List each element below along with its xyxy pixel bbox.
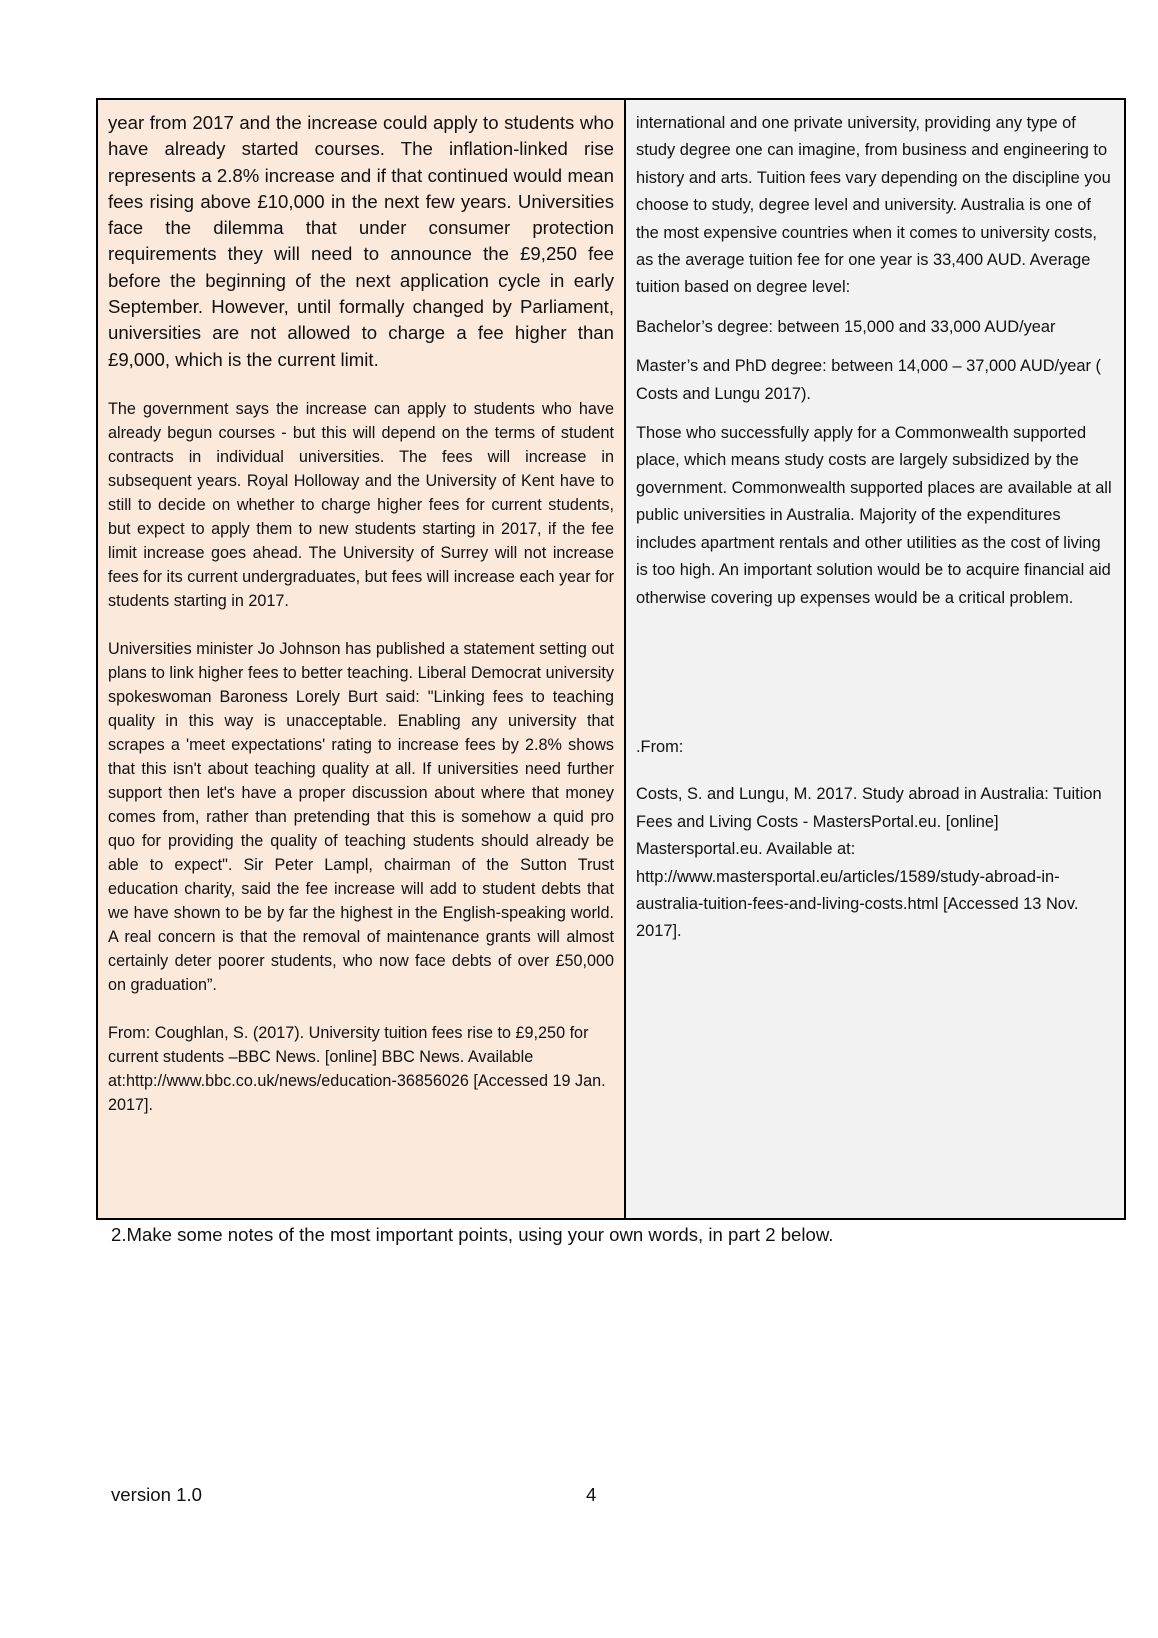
right-from-label: .From: (636, 737, 684, 756)
right-paragraph-intro: international and one private university, providing any type of study degree one can imagine, from business and engineering to history and arts. Tuition fees vary depending on the discipline you choose to study, degree level and university. Australia is one of the most expensive countries when it comes to university costs, as the average tuition fee for one year is 33,400 AUD. Average tuition based on degree level: (636, 114, 1111, 297)
right-column-australia-fees (626, 100, 1124, 1218)
right-bachelor-degree: Bachelor’s degree: between 15,000 and 33,000 AUD/year (636, 317, 1056, 336)
left-paragraph-government: The government says the increase can apply to students who have already begun courses - but this will depend on the terms of student contracts in individual universities. The fees will increase in subsequent years. Royal Holloway and the University of Kent have to still to decide on whether to charge higher fees for current students, but expect to apply them to new students starting in 2017, if the fee limit increase goes ahead. The University of Surrey will not increase fees for its current undergraduates, but fees will increase each year for students starting in 2017. (108, 399, 614, 610)
left-column-uk-fees (98, 100, 626, 1218)
left-paragraph-minister: Universities minister Jo Johnson has published a statement setting out plans to link higher fees to better teaching. Liberal Democrat university spokeswoman Baroness Lorely Burt said: "Linking fees to teaching quality in this way is unacceptable. Enabling any university that scrapes a 'meet expectations' rating to increase fees by 2.8% shows that this isn't about teaching quality at all. If universities need further support then let's have a proper discussion about where that money comes from, rather than pretending that this is somehow a quid pro quo for providing the quality of teaching students should already be able to expect". Sir Peter Lampl, chairman of the Sutton Trust education charity, said the fee increase will add to student debts that we have shown to be by far the highest in the English-speaking world. A real concern is that the removal of maintenance grants will almost certainly deter poorer students, who now face debts of over £50,000 on graduation”. (108, 639, 614, 994)
spacer (636, 624, 1112, 734)
left-lead-paragraph: year from 2017 and the increase could apply to students who have already started courses. The inflation-linked rise represents a 2.8% increase and if that continued would mean fees rising above £10,000 in the next few years. Universities face the dilemma that under consumer protection requirements they will need to announce the £9,250 fee before the beginning of the next application cycle in early September. However, until formally changed by Parliament, universities are not allowed to charge a fee higher than £9,000, which is the current limit. (108, 112, 614, 370)
right-master-degree: Master’s and PhD degree: between 14,000 – 37,000 AUD/year ( Costs and Lungu 2017). (636, 357, 1101, 403)
instruction-text: 2.Make some notes of the most important points, using your own words, in part 2 below. (111, 1224, 834, 1245)
footer-version: version 1.0 (111, 1484, 202, 1505)
right-paragraph-commonwealth: Those who successfully apply for a Commonwealth supported place, which means study costs are largely subsidized by the government. Commonwealth supported places are available at all public universities in Australia. Majority of the expenditures includes apartment rentals and other utilities as the cost of living is too high. An important solution would be to acquire financial aid otherwise covering up expenses would be a critical problem. (636, 424, 1112, 607)
right-source-citation: Costs, S. and Lungu, M. 2017. Study abroad in Australia: Tuition Fees and Living Costs - MastersPortal.eu. [online] Mastersportal.eu. Available at: http://www.mastersportal.eu/articles/1589/study-abroad-in-australia-tuition-fees-and-living-costs.html [Accessed 13 Nov. 2017]. (636, 785, 1102, 941)
left-source-citation: From: Coughlan, S. (2017). University tuition fees rise to £9,250 for current students –BBC News. [online] BBC News. Available at:http://www.bbc.co.uk/news/education-36856026 [Accessed 19 Jan. 2017]. (108, 1023, 606, 1114)
footer-page-number: 4 (586, 1484, 597, 1505)
reading-table (96, 98, 1126, 1220)
